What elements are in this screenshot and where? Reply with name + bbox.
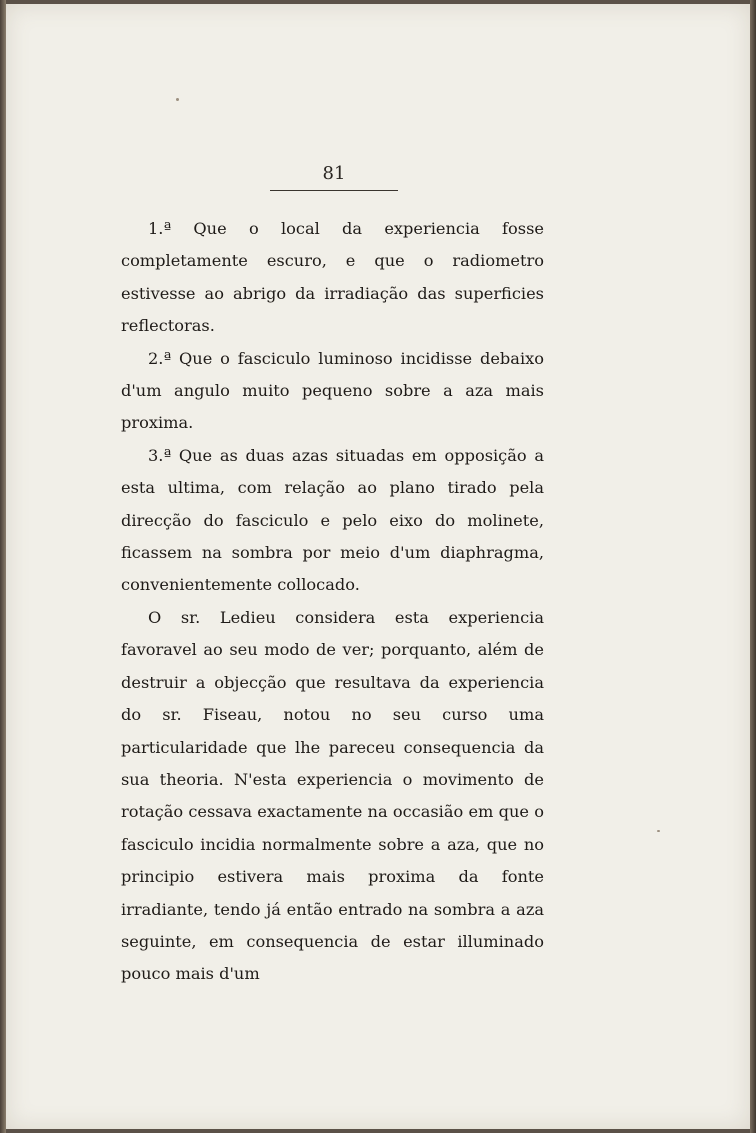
header-rule (270, 190, 398, 191)
paper-speck (657, 830, 660, 832)
paragraph-condition-2: 2.ª Que o fasciculo luminoso incidisse debaixo d'um angulo muito pequeno sobre a aza mais proxima. (121, 348, 544, 433)
paper-speck (176, 98, 179, 101)
page-header (268, 160, 400, 191)
paragraph-ledieu: O sr. Ledieu considera esta experiencia favoravel ao seu modo de ver; porquanto, além de destruir a objecção que resultava da experiencia do sr. Fiseau, notou no seu curso uma particularidade que lhe pareceu consequencia da sua theoria. N'esta experiencia o movimento de rotação cessava exactamente na occasião em que o fasciculo incidia normalmente sobre a aza, que no principio estivera mais proxima da fonte irradiante, tendo já então entrado na sombra a aza seguinte, em consequencia de estar illuminado pouco mais d'um (121, 607, 544, 984)
page-stack-edge (750, 0, 756, 1133)
page-number: 81 (322, 163, 346, 184)
paragraph-condition-1: 1.ª Que o local da experiencia fosse completamente escuro, e que o radiometro estivesse ao abrigo da irradiação das superficies reflectoras. (121, 219, 544, 336)
paragraph-condition-3: 3.ª Que as duas azas situadas em opposição a esta ultima, com relação ao plano tirado pela direcção do fasciculo e pelo eixo do molinete, ficassem na sombra por meio d'um diaphragma, convenientemente collocado. (121, 445, 544, 595)
body-text (121, 213, 544, 991)
